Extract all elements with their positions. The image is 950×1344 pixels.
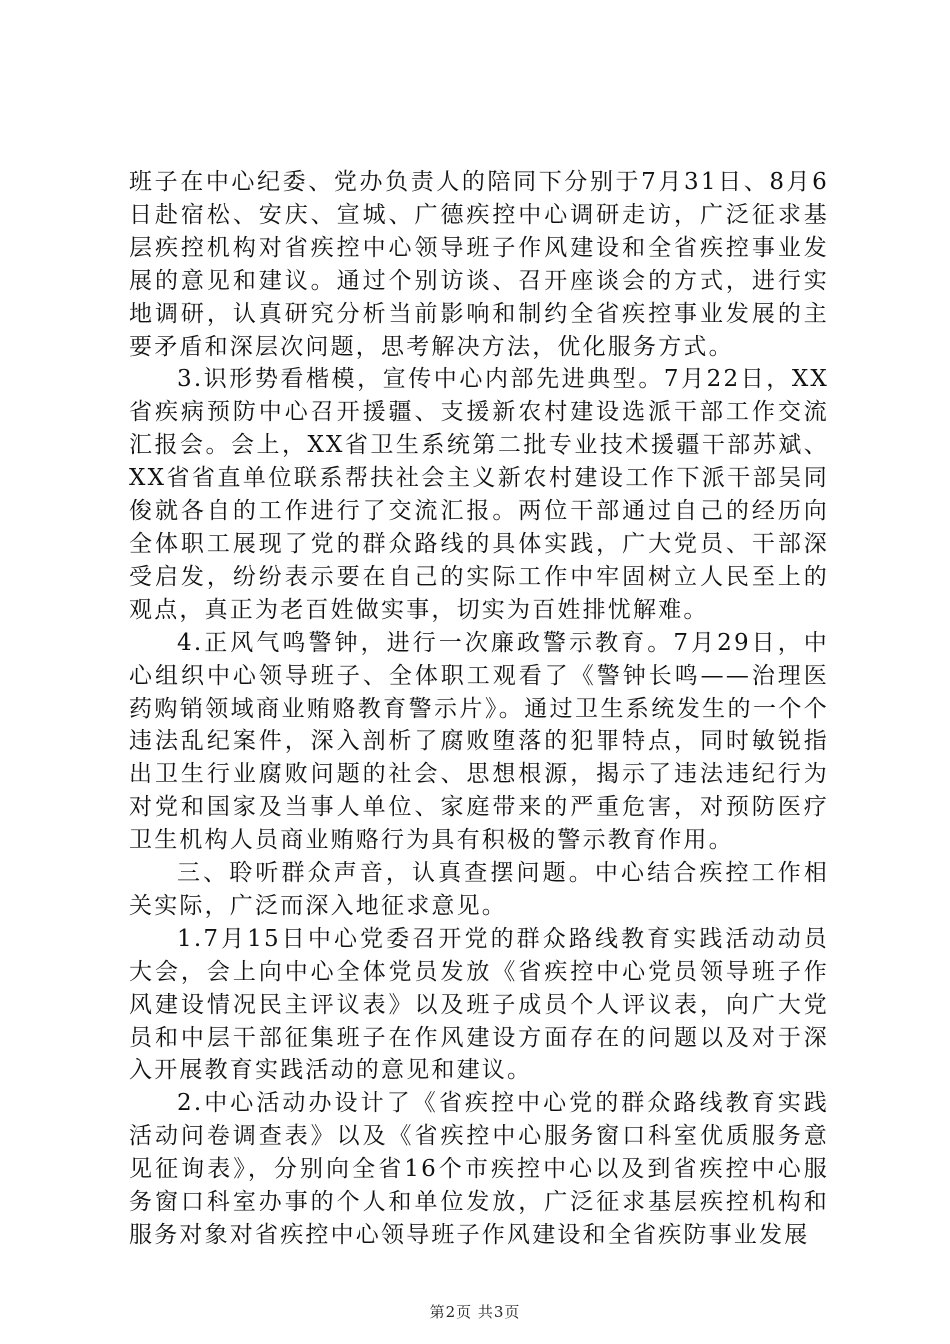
- paragraph: 4.正风气鸣警钟，进行一次廉政警示教育。7月29日，中心组织中心领导班子、全体职工观看了《警钟长鸣——治理医药购销领域商业贿赂教育警示片》。通过卫生系统发生的一个个违法乱纪案件，深入剖析了腐败堕落的犯罪特点，同时敏锐指出卫生行业腐败问题的社会、思想根源，揭示了违法违纪行为对党和国家及当事人单位、家庭带来的严重危害，对预防医疗卫生机构人员商业贿赂行为具有积极的警示教育作用。: [129, 629, 829, 854]
- paragraph: 班子在中心纪委、党办负责人的陪同下分别于7月31日、8月6日赴宿松、安庆、宣城、广德疾控中心调研走访，广泛征求基层疾控机构对省疾控中心领导班子作风建设和全省疾控事业发展的意见和建议。通过个别访谈、召开座谈会的方式，进行实地调研，认真研究分析当前影响和制约全省疾控事业发展的主要矛盾和深层次问题，思考解决方法，优化服务方式。: [129, 169, 829, 360]
- paragraph: 2.中心活动办设计了《省疾控中心党的群众路线教育实践活动问卷调查表》以及《省疾控中心服务窗口科室优质服务意见征询表》，分别向全省16个市疾控中心以及到省疾控中心服务窗口科室办事的个人和单位发放，广泛征求基层疾控机构和服务对象对省疾控中心领导班子作风建设和全省疾防事业发展: [129, 1090, 829, 1248]
- paragraph: 3.识形势看楷模，宣传中心内部先进典型。7月22日，XX省疾病预防中心召开援疆、支援新农村建设选派干部工作交流汇报会。会上，XX省卫生系统第二批专业技术援疆干部苏斌、XX省省直单位联系帮扶社会主义新农村建设工作下派干部吴同俊就各自的工作进行了交流汇报。两位干部通过自己的经历向全体职工展现了党的群众路线的具体实践，广大党员、干部深受启发，纷纷表示要在自己的实际工作中牢固树立人民至上的观点，真正为老百姓做实事，切实为百姓排忧解难。: [129, 366, 829, 623]
- section-heading-paragraph: 三、聆听群众声音，认真查摆问题。中心结合疾控工作相关实际，广泛而深入地征求意见。: [129, 860, 829, 919]
- page-number-footer: 第2页 共3页: [429, 1303, 521, 1321]
- paragraph: 1.7月15日中心党委召开党的群众路线教育实践活动动员大会，会上向中心全体党员发放《省疾控中心党员领导班子作风建设情况民主评议表》以及班子成员个人评议表，向广大党员和中层干部征集班子在作风建设方面存在的问题以及对于深入开展教育实践活动的意见和建议。: [129, 925, 829, 1084]
- document-body: [129, 166, 829, 1252]
